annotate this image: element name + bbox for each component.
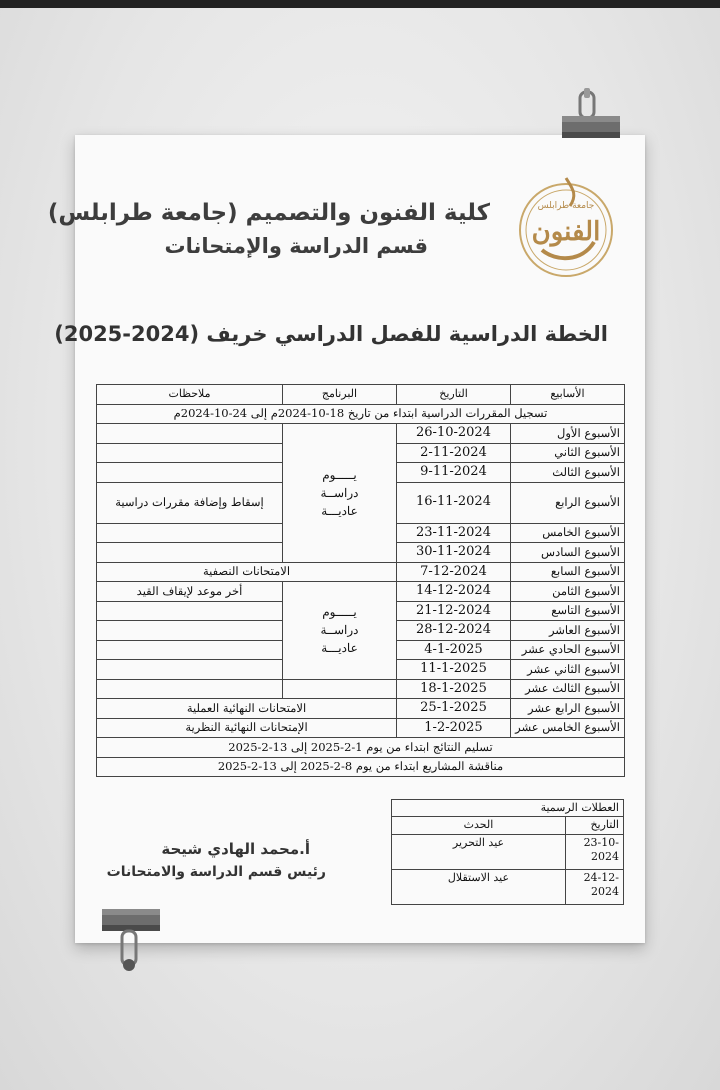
week-name: الأسبوع الأول	[511, 424, 625, 444]
projects-row	[97, 757, 625, 777]
header-notes: ملاحظات	[97, 385, 283, 405]
week-date: 25-1-2025	[397, 699, 511, 719]
plan-title: الخطة الدراسية للفصل الدراسي خريف (2024-2025)	[54, 322, 608, 346]
week-name: الأسبوع الخامس عشر	[511, 718, 625, 738]
holiday-event: عيد الاستقلال	[392, 869, 566, 904]
signature-name: أ.محمد الهادي شيحة	[161, 840, 310, 858]
results-row	[97, 738, 625, 758]
table-header-row	[97, 385, 625, 405]
week-note: الامتحانات النصفية	[97, 562, 397, 582]
week-note	[97, 523, 283, 543]
binder-clip-bottom-icon	[96, 905, 166, 977]
week-date: 28-12-2024	[397, 621, 511, 641]
top-bar	[0, 0, 720, 8]
week-name: الأسبوع الثاني عشر	[511, 660, 625, 680]
week-date: 9-11-2024	[397, 463, 511, 483]
registration-text: تسجيل المقررات الدراسية ابتداء من تاريخ 18-10-2024م إلى 24-10-2024م	[97, 404, 625, 424]
table-row	[97, 582, 625, 602]
week-date: 7-12-2024	[397, 562, 511, 582]
logo-text: الفنون	[531, 217, 601, 247]
holidays-col-event: الحدث	[392, 817, 566, 834]
faculty-name: كلية الفنون والتصميم (جامعة طرابلس)	[47, 200, 490, 226]
holiday-date: 24-12-2024	[566, 869, 624, 904]
week-name: الأسبوع السادس	[511, 543, 625, 563]
week-note	[97, 660, 283, 680]
department-name: قسم الدراسة والإمتحانات	[164, 234, 428, 258]
week-name: الأسبوع الخامس	[511, 523, 625, 543]
week-name: الأسبوع الحادي عشر	[511, 640, 625, 660]
week-name: الأسبوع الرابع	[511, 482, 625, 523]
week-date: 16-11-2024	[397, 482, 511, 523]
week-date: 11-1-2025	[397, 660, 511, 680]
program-cell: يـــــوم دراســة عاديـــة	[283, 582, 397, 680]
week-name: الأسبوع الثاني	[511, 443, 625, 463]
table-row	[97, 424, 625, 444]
study-plan-table	[96, 384, 625, 777]
week-date: 30-11-2024	[397, 543, 511, 563]
week-name: الأسبوع الثامن	[511, 582, 625, 602]
week-note	[97, 679, 283, 699]
week-note	[97, 640, 283, 660]
faculty-logo	[512, 172, 620, 284]
week-date: 1-2-2025	[397, 718, 511, 738]
week-date: 18-1-2025	[397, 679, 511, 699]
binder-clip-top-icon	[558, 88, 628, 150]
week-name: الأسبوع العاشر	[511, 621, 625, 641]
table-row	[97, 679, 625, 699]
week-name: الأسبوع السابع	[511, 562, 625, 582]
holidays-col-date: التاريخ	[566, 817, 624, 834]
week-name: الأسبوع التاسع	[511, 601, 625, 621]
week-note: الامتحانات النهائية العملية	[97, 699, 397, 719]
holidays-table	[391, 799, 624, 905]
table-row	[97, 562, 625, 582]
week-note	[97, 601, 283, 621]
projects-text: مناقشة المشاريع ابتداء من يوم 8-2-2025 إلى 13-2-2025	[97, 757, 625, 777]
week-note	[97, 621, 283, 641]
program-cell-empty	[283, 679, 397, 699]
holiday-event: عيد التحرير	[392, 834, 566, 869]
week-note: أخر موعد لإيقاف القيد	[97, 582, 283, 602]
holidays-title: العطلات الرسمية	[392, 800, 624, 817]
week-note	[97, 543, 283, 563]
week-date: 26-10-2024	[397, 424, 511, 444]
week-date: 23-11-2024	[397, 523, 511, 543]
program-cell: يـــــوم دراســة عاديـــة	[283, 424, 397, 563]
signature-role: رئيس قسم الدراسة والامتحانات	[106, 864, 326, 880]
results-text: تسليم النتائج ابتداء من يوم 1-2-2025 إلى 13-2-2025	[97, 738, 625, 758]
week-note	[97, 463, 283, 483]
week-note: إسقاط وإضافة مقررات دراسية	[97, 482, 283, 523]
logo-ring-text: جامعة طرابلس	[537, 201, 595, 211]
week-name: الأسبوع الرابع عشر	[511, 699, 625, 719]
week-note: الإمتحانات النهائية النظرية	[97, 718, 397, 738]
week-note	[97, 443, 283, 463]
header-week: الأسابيع	[511, 385, 625, 405]
week-name: الأسبوع الثالث	[511, 463, 625, 483]
week-date: 21-12-2024	[397, 601, 511, 621]
header-program: البرنامج	[283, 385, 397, 405]
week-date: 14-12-2024	[397, 582, 511, 602]
header-date: التاريخ	[397, 385, 511, 405]
table-row	[97, 718, 625, 738]
week-name: الأسبوع الثالث عشر	[511, 679, 625, 699]
week-date: 4-1-2025	[397, 640, 511, 660]
week-date: 2-11-2024	[397, 443, 511, 463]
holiday-date: 23-10-2024	[566, 834, 624, 869]
table-row	[97, 699, 625, 719]
registration-row	[97, 404, 625, 424]
week-note	[97, 424, 283, 444]
